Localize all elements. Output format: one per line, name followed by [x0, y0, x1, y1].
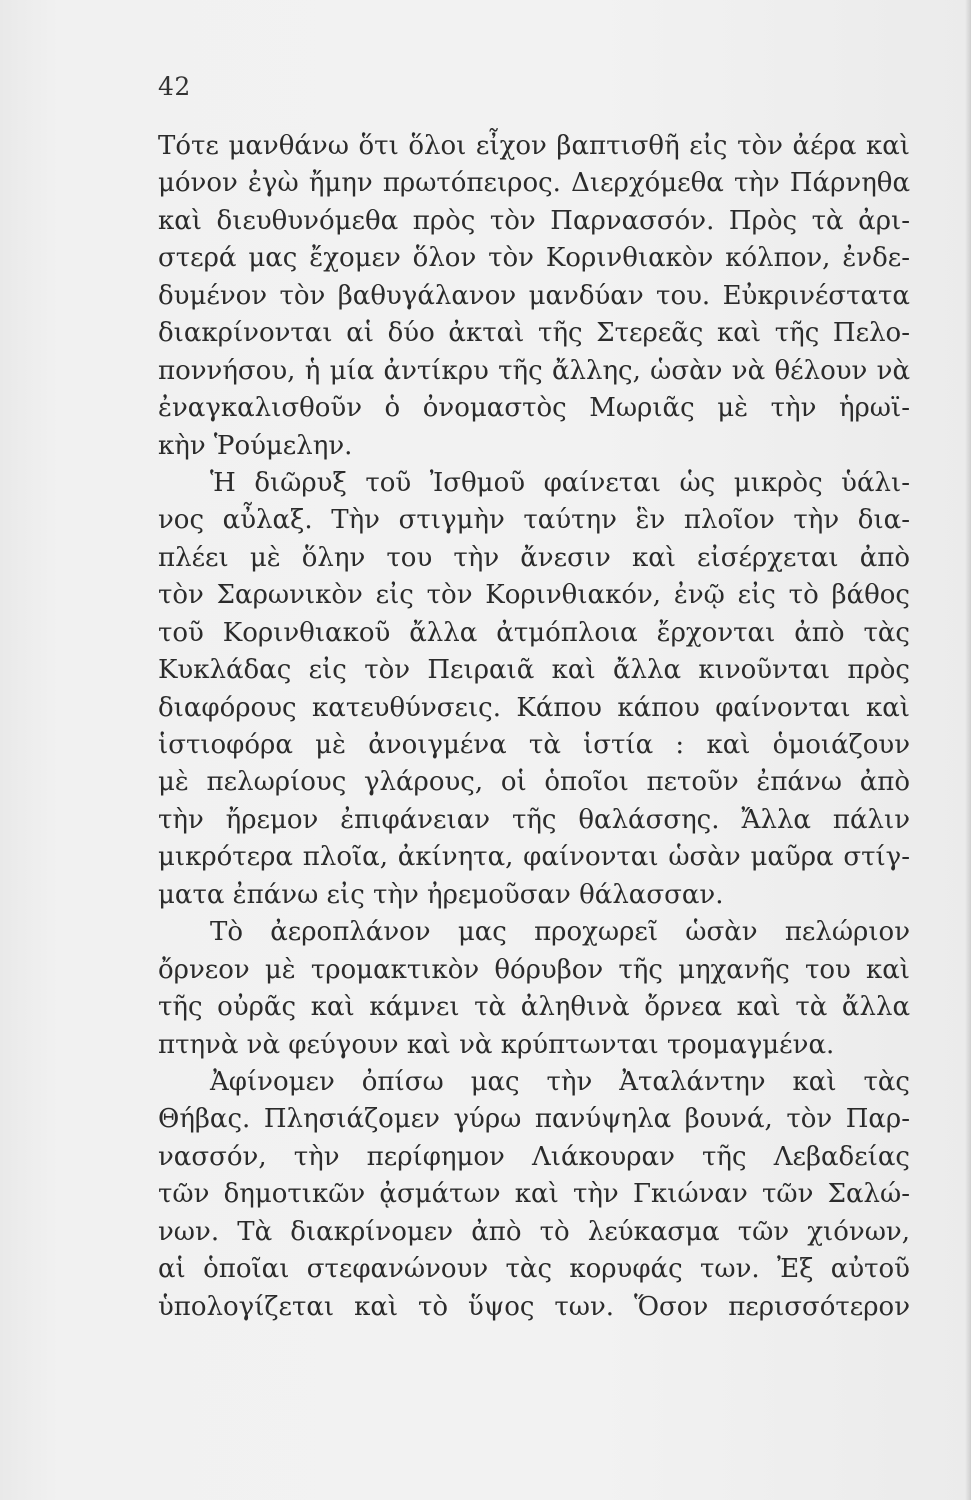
text-line: μόνον ἐγὼ ἤμην πρωτόπειρος. Διερχόμεθα τὴν Πάρνηθα — [158, 168, 910, 199]
text-line: τὴν ἤρεμον ἐπιφάνειαν τῆς θαλάσσης. Ἄλλα πάλιν — [158, 804, 910, 835]
text-line: πλέει μὲ ὅλην του τὴν ἄνεσιν καὶ εἰσέρχεται ἀπὸ — [158, 542, 910, 573]
text-line: Τότε μανθάνω ὅτι ὅλοι εἶχον βαπτισθῆ εἰς τὸν ἀέρα καὶ — [158, 131, 910, 161]
text-line: στερά μας ἔχομεν ὅλον τὸν Κορινθιακὸν κόλπον, ἐνδε- — [158, 243, 910, 274]
body-text — [158, 128, 910, 1326]
text-line: τοῦ Κορινθιακοῦ ἄλλα ἀτμόπλοια ἔρχονται ἀπὸ τὰς — [158, 617, 910, 648]
text-line: νος αὖλαξ. Τὴν στιγμὴν ταύτην ἓν πλοῖον τὴν δια- — [158, 505, 910, 536]
text-line: ματα ἐπάνω εἰς τὴν ἠρεμοῦσαν θάλασσαν. — [158, 879, 724, 910]
text-line: Κυκλάδας εἰς τὸν Πειραιᾶ καὶ ἄλλα κινοῦνται πρὸς — [158, 655, 910, 686]
text-line: Τὸ ἀεροπλάνον μας προχωρεῖ ὡσὰν πελώριον — [210, 917, 910, 948]
text-line: ἐναγκαλισθοῦν ὁ ὀνομαστὸς Μωριᾶς μὲ τὴν ἡρωϊ- — [158, 393, 910, 424]
text-line: τῆς οὐρᾶς καὶ κάμνει τὰ ἀληθινὰ ὄρνεα καὶ τὰ ἄλλα — [158, 992, 910, 1023]
text-line: ὄρνεον μὲ τρομακτικὸν θόρυβον τῆς μηχανῆς του καὶ — [158, 954, 910, 985]
text-line: νων. Τὰ διακρίνομεν ἀπὸ τὸ λεύκασμα τῶν χιόνων, — [158, 1216, 910, 1247]
text-line: τὸν Σαρωνικὸν εἰς τὸν Κορινθιακόν, ἐνῷ εἰς τὸ βάθος — [158, 580, 910, 611]
text-line: ὑπολογίζεται καὶ τὸ ὕψος των. Ὅσον περισσότερον — [158, 1291, 910, 1322]
text-line: τῶν δημοτικῶν ᾀσμάτων καὶ τὴν Γκιώναν τῶν Σαλώ- — [158, 1179, 910, 1210]
text-line: καὶ διευθυνόμεθα πρὸς τὸν Παρνασσόν. Πρὸς τὰ ἀρι- — [158, 205, 910, 236]
page-edge-shadow — [965, 0, 971, 1500]
text-line: Ἡ διῶρυξ τοῦ Ἰσθμοῦ φαίνεται ὡς μικρὸς ὑάλι- — [210, 467, 910, 498]
text-line: διακρίνονται αἱ δύο ἀκταὶ τῆς Στερεᾶς καὶ τῆς Πελο- — [158, 318, 910, 349]
text-line: αἱ ὁποῖαι στεφανώνουν τὰς κορυφάς των. Ἐξ αὐτοῦ — [158, 1254, 910, 1285]
text-line: μικρότερα πλοῖα, ἀκίνητα, φαίνονται ὡσὰν μαῦρα στίγ- — [158, 842, 910, 873]
text-line: δυμένον τὸν βαθυγάλανον μανδύαν του. Εὐκρινέστατα — [158, 280, 910, 311]
page-number: 42 — [158, 72, 191, 101]
text-line: Ἀφίνομεν ὀπίσω μας τὴν Ἀταλάντην καὶ τὰς — [210, 1066, 910, 1097]
text-line: Θήβας. Πλησιάζομεν γύρω πανύψηλα βουνά, τὸν Παρ- — [158, 1104, 910, 1135]
text-line: διαφόρους κατευθύνσεις. Κάπου κάπου φαίνονται καὶ — [158, 692, 910, 723]
text-line: κὴν Ῥούμελην. — [158, 430, 353, 461]
text-line: νασσόν, τὴν περίφημον Λιάκουραν τῆς Λεβαδείας — [158, 1141, 910, 1172]
text-line: πτηνὰ νὰ φεύγουν καὶ νὰ κρύπτωνται τρομαγμένα. — [158, 1029, 835, 1060]
text-line: μὲ πελωρίους γλάρους, οἱ ὁποῖοι πετοῦν ἐπάνω ἀπὸ — [158, 767, 910, 798]
text-line: ποννήσου, ἡ μία ἀντίκρυ τῆς ἄλλης, ὡσὰν νὰ θέλουν νὰ — [158, 355, 910, 386]
text-line: ἱστιοφόρα μὲ ἀνοιγμένα τὰ ἱστία : καὶ ὁμοιάζουν — [158, 730, 910, 760]
